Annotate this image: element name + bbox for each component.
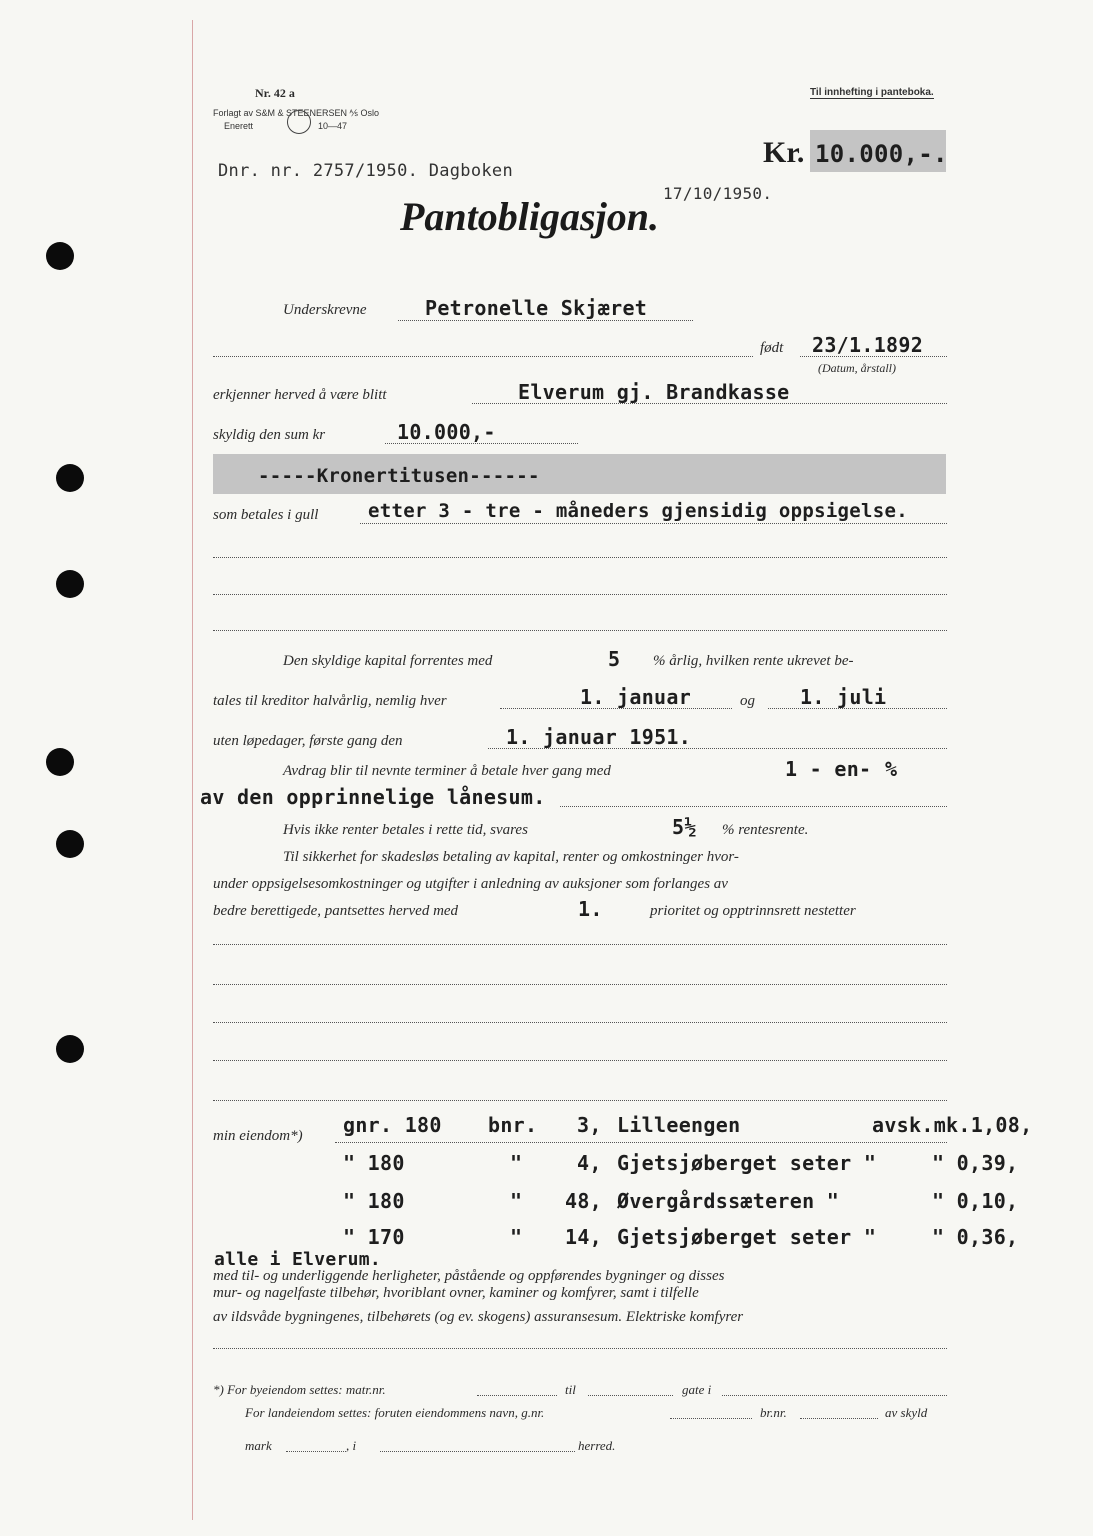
property-gnr: " 180: [343, 1151, 405, 1175]
born-note: (Datum, årstall): [818, 361, 896, 375]
binder-hole: [56, 1035, 84, 1063]
creditor-name: Elverum gj. Brandkasse: [518, 380, 790, 404]
debtor-name: Petronelle Skjæret: [425, 296, 648, 320]
blank-line: [213, 984, 947, 985]
born-label: født: [760, 340, 784, 356]
property-name: Gjetsjøberget seter ": [617, 1151, 877, 1175]
property-gnr: " 180: [343, 1189, 405, 1213]
interest-text: tales til kreditor halvårlig, nemlig hver: [213, 693, 447, 709]
property-skyld: avsk.mk.1,08,: [872, 1113, 1033, 1137]
appurtenances-text: mur- og nagelfaste tilbehør, hvoriblant ovner, kaminer og komfyrer, samt i tilfelle: [213, 1285, 699, 1301]
footnote-line: [722, 1395, 947, 1396]
blank-line: [213, 557, 947, 558]
born-value: 23/1.1892: [812, 333, 924, 357]
blank-line: [213, 1022, 947, 1023]
security-text: under oppsigelsesomkostninger og utgifter i anledning av auksjoner som forlanges av: [213, 876, 728, 892]
footnote-text: , i: [346, 1438, 357, 1453]
margin-rule: [192, 20, 193, 1520]
security-text: prioritet og opptrinnsrett nestetter: [650, 903, 856, 919]
binder-hole: [56, 830, 84, 858]
property-name: Øvergårdssæteren ": [617, 1189, 840, 1213]
interest-date-2: 1. juli: [800, 685, 887, 709]
payment-line: [360, 523, 947, 524]
publisher-enerett: Enerett: [224, 121, 254, 131]
registration-date: 17/10/1950.: [663, 184, 773, 203]
appurtenances-text: med til- og underliggende herligheter, påstående og oppførendes bygninger og disses: [213, 1268, 725, 1284]
property-skyld: " 0,39,: [932, 1151, 1019, 1175]
installment-text: Avdrag blir til nevnte terminer å betale hver gang med: [283, 763, 611, 779]
footnote-line: [380, 1451, 575, 1452]
property-num: 3,: [577, 1113, 602, 1137]
property-skyld: " 0,36,: [932, 1225, 1019, 1249]
creditor-label: erkjenner herved å være blitt: [213, 387, 387, 403]
binder-hole: [46, 242, 74, 270]
top-right-note: Til innhefting i panteboka.: [810, 87, 934, 98]
binder-hole: [56, 464, 84, 492]
interest-text: og: [740, 693, 755, 709]
binder-hole: [46, 748, 74, 776]
footnote-text: gate i: [682, 1382, 712, 1397]
footnote-text: br.nr.: [760, 1405, 787, 1420]
footnote-text: herred.: [578, 1438, 616, 1453]
binder-hole: [56, 570, 84, 598]
blank-line: [213, 630, 947, 631]
property-num: 4,: [577, 1151, 602, 1175]
property-bnr: ": [510, 1151, 523, 1175]
interest-text: uten løpedager, første gang den: [213, 733, 403, 749]
footnote-line: [800, 1418, 878, 1419]
installment-line: [560, 806, 947, 807]
security-text: Til sikkerhet for skadesløs betaling av kapital, renter og omkostninger hvor-: [283, 849, 739, 865]
property-label: min eiendom*): [213, 1128, 303, 1144]
publisher-code: 10—47: [318, 121, 348, 131]
blank-line: [213, 1100, 947, 1101]
property-bnr: ": [510, 1225, 523, 1249]
debtor-line-2: [213, 356, 753, 357]
installment-value: 1 - en-: [785, 757, 872, 781]
footnote-line: [477, 1395, 557, 1396]
property-name: Lilleengen: [617, 1113, 741, 1137]
amount-value: 10.000,-.: [815, 140, 948, 168]
interest-date-1: 1. januar: [580, 685, 692, 709]
footnote-line: [588, 1395, 673, 1396]
penalty-text: Hvis ikke renter betales i rette tid, svares: [283, 822, 528, 838]
footnote-text: mark: [245, 1438, 272, 1453]
first-payment-date: 1. januar 1951.: [506, 725, 692, 749]
footnote-line: [286, 1451, 346, 1452]
blank-line: [213, 944, 947, 945]
interest-text: Den skyldige kapital forrentes med: [283, 653, 493, 669]
property-bnr: bnr.: [488, 1113, 538, 1137]
blank-line: [213, 1348, 947, 1349]
amount-label: Kr.: [763, 136, 805, 169]
penalty-text: % rentesrente.: [722, 822, 809, 838]
property-gnr: gnr. 180: [343, 1113, 442, 1137]
debtor-label: Underskrevne: [283, 302, 367, 318]
sum-words: -----Kronertitusen------: [258, 465, 540, 487]
payment-label: som betales i gull: [213, 507, 319, 523]
property-num: 48,: [565, 1189, 603, 1213]
footnote-text: For landeiendom settes: foruten eiendommens navn, g.nr.: [245, 1405, 545, 1420]
page-title: Pantobligasjon.: [400, 194, 659, 239]
priority-value: 1.: [578, 897, 603, 921]
property-name: Gjetsjøberget seter ": [617, 1225, 877, 1249]
sum-value: 10.000,-: [397, 420, 496, 444]
footnote-text: til: [565, 1382, 576, 1397]
property-num: 14,: [565, 1225, 603, 1249]
footnote-text: av skyld: [885, 1405, 928, 1420]
interest-text: % årlig, hvilken rente ukrevet be-: [653, 653, 854, 669]
form-number: Nr. 42 a: [255, 86, 295, 100]
publisher-line: Forlagt av S&M & STEENERSEN ⅍ Oslo: [213, 108, 380, 118]
property-bnr: ": [510, 1189, 523, 1213]
property-line: [335, 1142, 947, 1143]
sum-label: skyldig den sum kr: [213, 427, 326, 443]
blank-line: [213, 1060, 947, 1061]
publisher-seal-icon: [287, 110, 311, 134]
footnote-line: [670, 1418, 752, 1419]
blank-line: [213, 594, 947, 595]
installment-percent: %: [885, 757, 898, 781]
appurtenances-text: av ildsvåde bygningenes, tilbehørets (og ev. skogens) assuransesum. Elektriske komfyrer: [213, 1309, 744, 1325]
interest-rate: 5: [608, 647, 621, 671]
footnote-text: *) For byeiendom settes: matr.nr.: [213, 1382, 386, 1397]
property-location: alle i Elverum.: [214, 1249, 382, 1270]
penalty-rate: 5½: [672, 815, 697, 839]
installment-continuation: av den opprinnelige lånesum.: [200, 785, 546, 809]
payment-terms: etter 3 - tre - måneders gjensidig oppsigelse.: [368, 500, 908, 522]
property-gnr: " 170: [343, 1225, 405, 1249]
property-skyld: " 0,10,: [932, 1189, 1019, 1213]
security-text: bedre berettigede, pantsettes herved med: [213, 903, 459, 919]
debtor-line: [398, 320, 693, 321]
registration-number: Dnr. nr. 2757/1950. Dagboken: [218, 161, 513, 181]
